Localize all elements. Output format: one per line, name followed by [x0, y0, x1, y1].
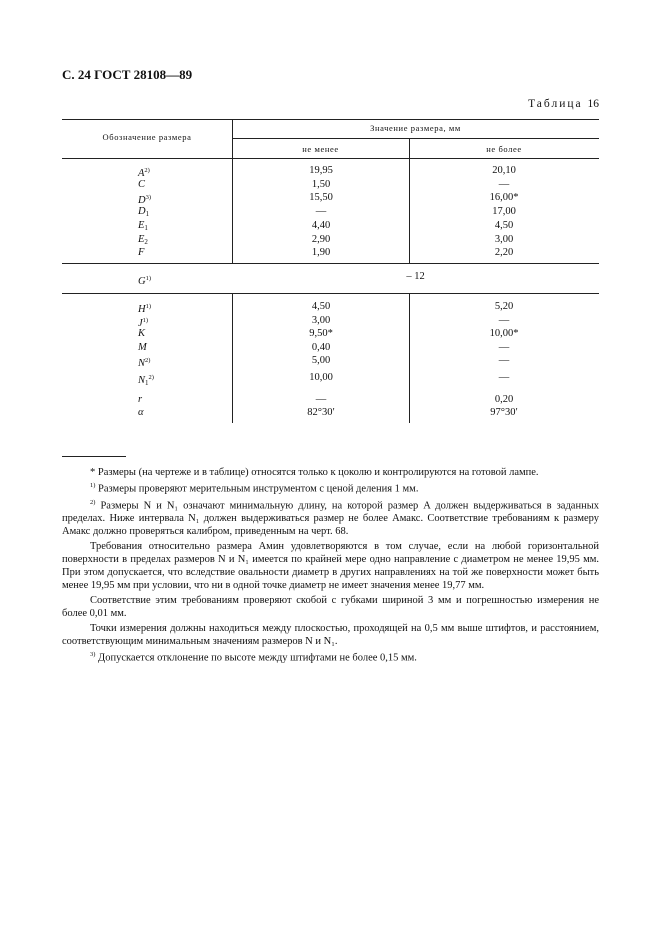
page-header: С. 24 ГОСТ 28108—89: [62, 67, 193, 82]
row-max-value: 5,20: [494, 301, 514, 312]
header-bottom-rule: [62, 158, 599, 159]
row-label: F: [138, 247, 145, 258]
row-min-value: 1,50: [311, 179, 331, 190]
row-label: $A^{2)}$: [138, 167, 150, 179]
row-max-value: —: [498, 315, 510, 326]
row-label: $N^{2)}$: [138, 357, 151, 369]
row-label: M: [138, 342, 147, 353]
row-min-value: —: [315, 206, 327, 217]
row-max-value: —: [498, 179, 510, 190]
row-max-value: 20,10: [492, 165, 516, 176]
footnote-3: $^{3)}$ Допускается отклонение по высоте между штифтами не более 0,15 мм.: [90, 651, 417, 664]
row-min-value: 4,50: [311, 301, 331, 312]
row-min-value: 15,50: [309, 192, 333, 203]
footnotes: [62, 466, 599, 665]
row-min-value: 1,90: [311, 247, 331, 258]
footnote-2: $^{2)}$ Размеры N и N₁ означают минимальную длину, на которой размер A должен выдерживаться в заданных пределах. Ниже интервала N₁ должен выдерживаться размер не более Aмакс. Соответствие требованиям к размеру Aмакс должно проверяться калибром, приведенным на черт. 68.: [62, 498, 599, 537]
paragraph-check: Соответствие этим требованиям проверяют скобой с губками шириной 3 мм и погрешностью измерения не более 0,01 мм.: [62, 595, 599, 619]
row-max-value: 16,00*: [489, 192, 519, 203]
row-min-value: 10,00: [309, 372, 333, 383]
row-min-value: 2,90: [311, 234, 331, 245]
row-label: $H^{1)}$: [138, 303, 152, 315]
row-label: C: [138, 179, 146, 190]
header-min: не менее: [302, 144, 339, 154]
row-max-value: —: [498, 372, 510, 383]
row-label: $N_1^{2)}$: [138, 374, 154, 387]
table-title-label: Таблица: [528, 98, 583, 110]
row-min-value: —: [315, 394, 327, 405]
row-label-G: $G^{1)}$: [138, 275, 152, 287]
header-size-value: Значение размера, мм: [370, 123, 461, 133]
row-max-value: 97°30′: [490, 407, 518, 418]
header-max: не более: [486, 144, 522, 154]
row-max-value: 3,00: [494, 234, 514, 245]
row-min-value: 5,00: [311, 355, 331, 366]
row-min-value: 4,40: [311, 220, 331, 231]
row-label: r: [138, 394, 143, 405]
row-max-value: 2,20: [494, 247, 514, 258]
footnote-separator: [62, 456, 126, 457]
table-title: [528, 98, 599, 110]
row-max-value: 10,00*: [489, 328, 519, 339]
header-designation: Обозначение размера: [102, 132, 192, 142]
group-rule-2: [62, 293, 599, 294]
row-min-value: 9,50*: [309, 328, 333, 339]
row-label: $E_2$: [138, 234, 148, 246]
header-split-rule: [232, 138, 599, 139]
row-max-value: 0,20: [494, 394, 514, 405]
row-min-value: 19,95: [309, 165, 333, 176]
row-label: $D_1$: [138, 206, 150, 218]
table-top-rule: [62, 119, 599, 120]
row-label: $D^{3)}$: [138, 194, 152, 206]
row-min-value: 3,00: [311, 315, 331, 326]
row-max-value: 17,00: [492, 206, 516, 217]
group-rule-1: [62, 263, 599, 264]
row-max-value: —: [498, 342, 510, 353]
row-value-G: – 12: [406, 271, 425, 282]
row-label: $E_1$: [138, 220, 148, 232]
paragraph-points: Точки измерения должны находиться между плоскостью, проходящей на 0,5 мм выше штифтов, и расстоянием, соответствующим минимальным значениям размеров N и N₁.: [62, 623, 599, 647]
row-label: K: [138, 328, 146, 339]
footnote-star: * Размеры (на чертеже и в таблице) относятся только к цоколю и контролируются на готовой лампе.: [90, 467, 539, 478]
row-max-value: 4,50: [494, 220, 514, 231]
row-label: α: [138, 407, 144, 418]
paragraph-amin: Требования относительно размера Aмин удовлетворяются в том случае, если на любой горизонтальной поверхности в пределах размеров N и N₁ имеется по крайней мере одно направление с диаметром не менее 19,95 мм. При этом допускается, что вследствие овальности диаметр в других направлениях на той же поверхности может быть менее 19,95 мм при условии, что ни в одной точке диаметр не имеет значения менее 19,77 мм.: [62, 541, 599, 591]
row-label: $J^{1)}$: [138, 317, 149, 329]
row-max-value: —: [498, 355, 510, 366]
row-min-value: 0,40: [311, 342, 331, 353]
row-min-value: 82°30′: [307, 407, 335, 418]
table-number: 16: [587, 98, 599, 110]
footnote-1: $^{1)}$ Размеры проверяют мерительным инструментом с ценой деления 1 мм.: [90, 482, 419, 495]
